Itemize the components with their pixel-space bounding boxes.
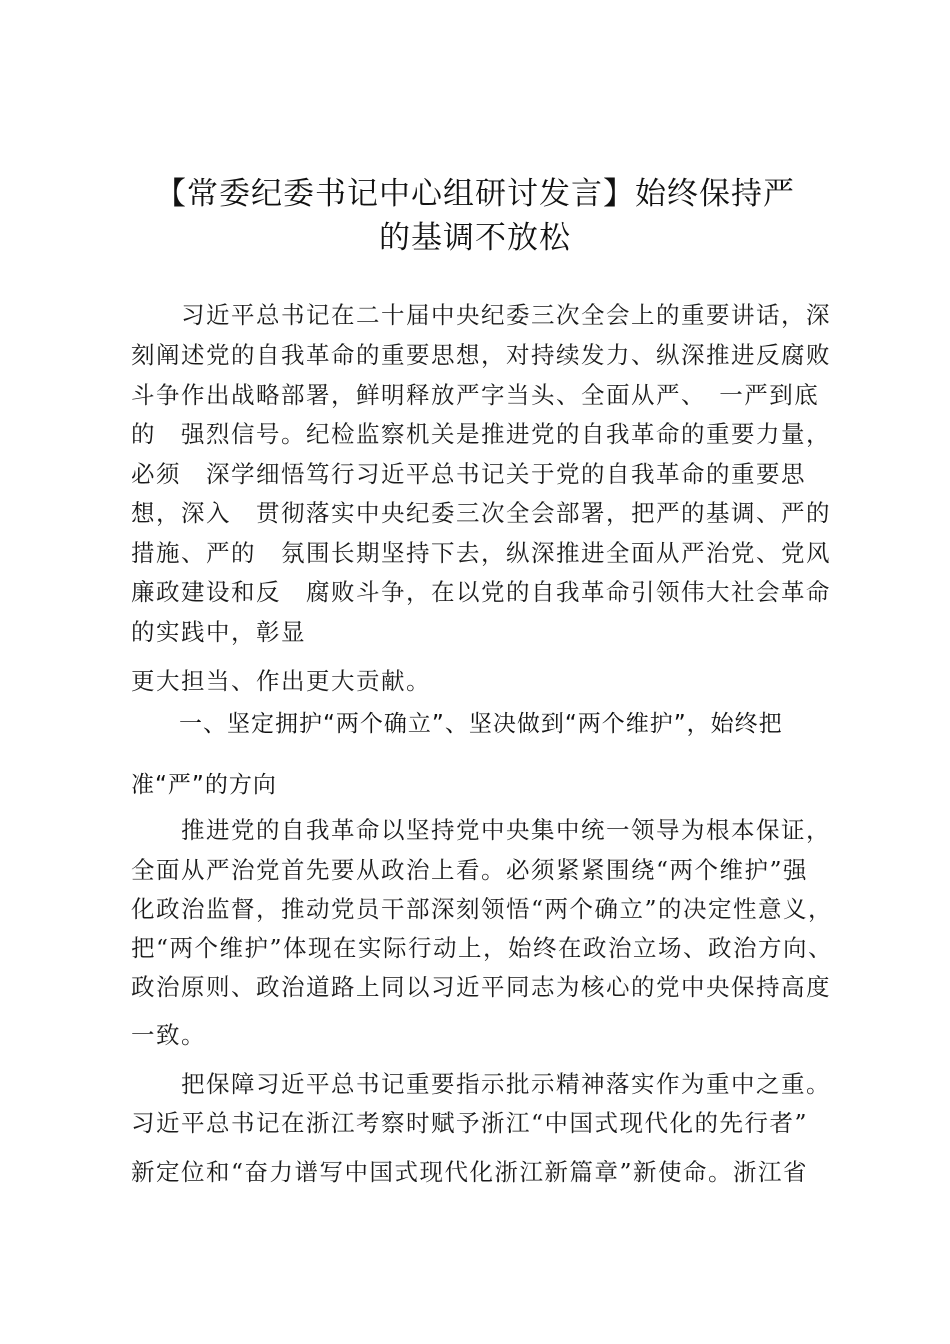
body-line: 刻阐述党的自我革命的重要思想，对持续发力、纵深推进反腐败 xyxy=(131,341,831,369)
body-line: 的 强烈信号。纪检监察机关是推进党的自我革命的重要力量， xyxy=(131,420,831,448)
body-line: 更大担当、作出更大贡献。 xyxy=(131,667,431,695)
body-line: 化政治监督，推动党员干部深刻领悟“两个确立”的决定性意义， xyxy=(131,895,834,923)
body-line: 习近平总书记在二十届中央纪委三次全会上的重要讲话，深 xyxy=(131,301,831,329)
title-line-1: 【常委纪委书记中心组研讨发言】始终保持严 xyxy=(155,176,795,212)
body-line: 斗争作出战略部署，鲜明释放严字当头、全面从严、 一严到底 xyxy=(131,381,820,409)
body-line: 想，深入 贯彻落实中央纪委三次全会部署，把严的基调、严的 xyxy=(131,499,831,527)
body-line: 措施、严的 氛围长期坚持下去，纵深推进全面从严治党、党风 xyxy=(131,539,831,567)
body-line: 习近平总书记在浙江考察时赋予浙江“中国式现代化的先行者” xyxy=(131,1109,809,1137)
body-line: 把保障习近平总书记重要指示批示精神落实作为重中之重。 xyxy=(131,1070,831,1098)
title-line-2: 的基调不放松 xyxy=(379,220,571,256)
document-title xyxy=(120,172,830,260)
body-line: 一致。 xyxy=(131,1021,206,1049)
body-line: 新定位和“奋力谱写中国式现代化浙江新篇章”新使命。浙江省 xyxy=(131,1158,809,1186)
body-line: 的实践中，彰显 xyxy=(131,618,306,646)
body-line: 全面从严治党首先要从政治上看。必须紧紧围绕“两个维护”强 xyxy=(131,856,809,884)
body-line: 把“两个维护”体现在实际行动上，始终在政治立场、政治方向、 xyxy=(131,934,834,962)
body-line: 推进党的自我革命以坚持党中央集中统一领导为根本保证， xyxy=(131,816,831,844)
section-heading-line: 一、坚定拥护“两个确立”、坚决做到“两个维护”，始终把 xyxy=(131,711,783,737)
body-line: 必须 深学细悟笃行习近平总书记关于党的自我革命的重要思 xyxy=(131,460,806,488)
section-heading-line: 准“严”的方向 xyxy=(131,772,277,798)
body-line: 廉政建设和反 腐败斗争，在以党的自我革命引领伟大社会革命 xyxy=(131,578,831,606)
body-line: 政治原则、政治道路上同以习近平同志为核心的党中央保持高度 xyxy=(131,973,831,1001)
